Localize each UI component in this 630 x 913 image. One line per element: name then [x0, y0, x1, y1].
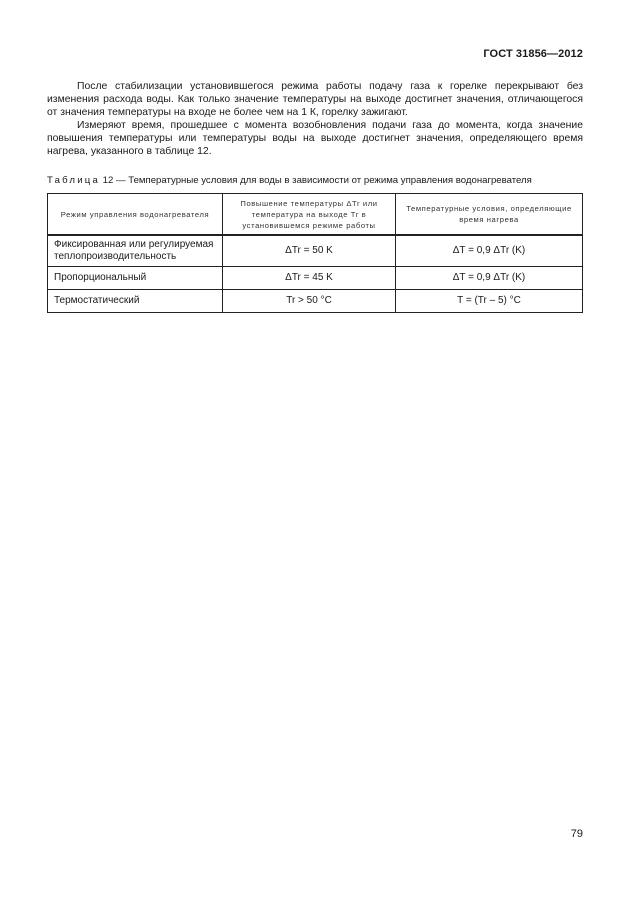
table-caption	[47, 175, 587, 186]
cell-condition: ΔT = 0,9 ΔTr (K)	[396, 235, 583, 267]
table-caption-word: Таблица	[47, 175, 101, 186]
cell-temperature: ΔTr = 45 K	[223, 267, 396, 290]
table-caption-text: 12 — Температурные условия для воды в зависимости от режима управления водонагревателя	[100, 175, 532, 186]
cell-temperature: Tr > 50 °C	[223, 290, 396, 313]
document-code: ГОСТ 31856—2012	[483, 48, 583, 60]
table-row	[48, 290, 583, 313]
cell-temperature: ΔTr = 50 K	[223, 235, 396, 267]
header-temperature-rise: Повышение температуры ΔTr или температура на выходе Tr в установившемся режиме работы	[223, 194, 396, 236]
table-row	[48, 267, 583, 290]
header-control-mode: Режим управления водонагревателя	[48, 194, 223, 236]
paragraph: Измеряют время, прошедшее с момента возобновления подачи газа до момента, когда значение повышения температуры или температуры воды на выходе достигнет значения, определяющего время нагрева, указанного в таблице 12.	[47, 120, 583, 157]
table-header-row	[48, 194, 583, 236]
cell-condition: T = (Tr – 5) °C	[396, 290, 583, 313]
cell-mode: Термостатический	[48, 290, 223, 313]
table-row	[48, 235, 583, 267]
cell-mode: Пропорциональный	[48, 267, 223, 290]
header-heating-conditions: Температурные условия, определяющие время нагрева	[396, 194, 583, 236]
cell-condition: ΔT = 0,9 ΔTr (K)	[396, 267, 583, 290]
page-number: 79	[570, 828, 583, 840]
body-text	[47, 80, 583, 158]
temperature-conditions-table	[47, 193, 583, 313]
cell-mode: Фиксированная или регулируемая теплопроизводительность	[48, 235, 223, 267]
paragraph: После стабилизации установившегося режима работы подачу газа к горелке перекрывают без изменения расхода воды. Как только значение температуры на выходе достигнет значения, отличающегося от значения температуры на входе не более чем на 1 К, горелку зажигают.	[47, 81, 583, 118]
